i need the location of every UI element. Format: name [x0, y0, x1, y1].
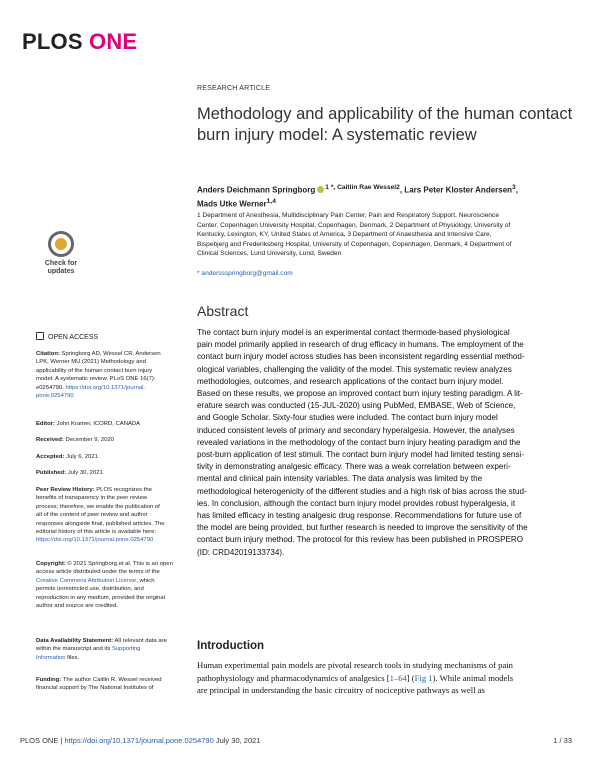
citation-doi-link[interactable]: pone.0254790: [36, 393, 74, 400]
citation-block: [36, 350, 188, 400]
abstract-line: post-burn application of test stimuli. The contact burn injury model had limited testing sensi-: [197, 450, 524, 460]
check-updates-label: [34, 260, 88, 276]
intro-line: are principal in understanding the basic circuitry of nociceptive pathways as well as: [197, 685, 485, 696]
received-label: Received:: [36, 437, 64, 443]
page-footer: [20, 736, 572, 745]
author-affil: 2: [396, 184, 400, 191]
introduction-heading: Introduction: [197, 640, 265, 652]
peer-review-text: responses alongside final, published articles. The: [36, 520, 165, 527]
abstract-line: ological variables, challenging the validity of the model. This systematic review analyzes: [197, 364, 512, 374]
figure-link[interactable]: Fig 1: [414, 672, 433, 683]
peer-review-text: PLOS recognizes the: [94, 487, 152, 493]
author-name[interactable]: Mads Utke Werner: [197, 199, 267, 209]
editor-value: John Kramer, ICORD, CANADA: [54, 421, 141, 427]
peer-review-text: editorial history of this article is available here:: [36, 529, 157, 536]
citation-text: applicability of the human contact burn injury: [36, 367, 153, 374]
citation-text: LPK, Werner MU (2021) Methodology and: [36, 359, 146, 366]
received-line: [36, 436, 188, 444]
abstract-line: pain model primarily applied in research of drug efficacy in humans. The employment of the: [197, 340, 524, 350]
intro-line: [197, 672, 580, 685]
copyright-block: [36, 560, 188, 610]
copyright-text: © 2021 Springborg et al. This is an open: [65, 561, 173, 567]
supporting-info-link[interactable]: Supporting: [111, 646, 141, 653]
published-label: Published:: [36, 470, 67, 476]
published-date: July 30, 2021: [66, 470, 103, 476]
affiliation-line: Clinical Sciences, Lund University, Lund, Sweden: [197, 250, 342, 258]
published-line: [36, 469, 188, 477]
author-affil: 1 *, Caitlin Rae Wessel: [325, 184, 397, 191]
supporting-info-link[interactable]: Information: [36, 654, 66, 661]
abstract-line: and Google Scholar. Sixty-four studies were included. The contact burn injury model: [197, 413, 498, 423]
abstract-line: methodologies, outcomes, and research applications of the contact burn injury model.: [197, 376, 504, 386]
abstract-line: tivity in demonstrating analgesic efficacy. There was a weak correlation between experi-: [197, 462, 511, 472]
footer-date: July 30, 2021: [213, 736, 261, 745]
abstract-line: mental and clinical pain intensity variables. The data analysis was limited by the: [197, 474, 483, 484]
copyright-text: access article distributed under the terms of the: [36, 569, 160, 576]
affiliation-line: Kentucky, Lexington, KY, United States of America, 3 Department of Anaesthesia and Intensive Care,: [197, 231, 492, 239]
abstract-text: [197, 327, 580, 559]
citation-text: Springborg AD, Wessel CR, Andersen: [59, 351, 161, 357]
abstract-heading: Abstract: [197, 303, 249, 319]
abstract-line: (ID: CRD42019133734).: [197, 547, 285, 557]
journal-logo-plos: PLOS: [22, 29, 83, 54]
citation-text: model: A systematic review. PLoS ONE 16(7):: [36, 376, 156, 383]
open-lock-icon: [36, 332, 44, 340]
affiliations: [197, 211, 580, 259]
corresponding-email[interactable]: * anderssspringborg@gmail.com: [197, 270, 293, 277]
abstract-line: has limited efficacy in testing analgesic drug response. Recommendations for future use of: [197, 511, 522, 521]
accepted-label: Accepted:: [36, 454, 65, 460]
footer-journal: PLOS ONE |: [20, 736, 65, 745]
journal-logo[interactable]: [22, 29, 137, 55]
data-availability: [36, 637, 188, 662]
author-list: [197, 182, 580, 209]
abstract-line: revealed variations in the methodology of the contact burn injury heating paradigm and the: [197, 437, 521, 447]
author-name[interactable]: , Lars Peter Kloster Andersen: [399, 185, 513, 195]
funding-block: [36, 676, 188, 693]
check-updates-icon: [48, 231, 74, 257]
article-type: RESEARCH ARTICLE: [197, 85, 271, 92]
open-access-label: OPEN ACCESS: [48, 334, 99, 341]
affiliation-line: Bispebjerg and Frederiksberg Hospital, University of Copenhagen, Copenhagen, Denmark, 4 Department of: [197, 240, 512, 248]
funding-text: financial support by The National Institutes of: [36, 685, 154, 692]
abstract-line: contact burn injury method. The protocol for this review has been published in PROSPERO: [197, 535, 524, 545]
author-name[interactable]: Anders Deichmann Springborg: [197, 185, 316, 195]
copyright-text: permits unrestricted use, distribution, and: [36, 586, 144, 593]
check-for-updates-badge[interactable]: [34, 231, 88, 289]
copyright-label: Copyright:: [36, 561, 66, 567]
copyright-text: reproduction in any medium, provided the original: [36, 594, 166, 601]
author-affil: 1,4: [266, 197, 276, 205]
page-number: 1 / 33: [553, 736, 572, 745]
citation-doi-link[interactable]: https://doi.org/10.1371/journal.: [65, 384, 146, 391]
data-availability-text: within the manuscript and its: [36, 646, 112, 653]
peer-review-text: process; therefore, we enable the publication of: [36, 503, 160, 510]
open-access-badge: [36, 331, 98, 341]
copyright-text: author and source are credited.: [36, 603, 118, 610]
data-availability-label: Data Availability Statement:: [36, 638, 114, 644]
intro-text-segment: ] (: [406, 672, 415, 683]
license-link[interactable]: Creative Commons Attribution License: [36, 577, 137, 584]
intro-text-segment: ). While animal models: [432, 672, 514, 683]
peer-review-link[interactable]: https://doi.org/10.1371/journal.pone.0254790: [36, 537, 154, 544]
editor-label: Editor:: [36, 421, 55, 427]
affiliation-line: Center, Copenhagen University Hospital, Copenhagen, Denmark, 2 Department of Physiology, University of: [197, 221, 511, 229]
citation-text: e0254790.: [36, 384, 66, 391]
abstract-line: erature search was conducted (15-JUL-2020) using PubMed, EMBASE, Web of Science,: [197, 401, 516, 411]
data-availability-text: All relevant data are: [113, 638, 167, 644]
data-availability-text: files.: [65, 654, 80, 661]
abstract-line: induced consistent levels of primary and secondary hyperalgesia. However, the analyses: [197, 425, 515, 435]
abstract-line: contact burn injury model across studies has been inconsistent regarding essential method-: [197, 352, 525, 362]
reference-link[interactable]: 1–64: [389, 672, 407, 683]
peer-review-text: all of the content of peer review and author: [36, 512, 148, 519]
abstract-line: Based on these results, we propose an improved contact burn injury testing paradigm. A lit-: [197, 389, 523, 399]
editor-line: [36, 420, 188, 428]
intro-text-segment: pathophysiology and pharmacodynamics of analgesics [: [197, 672, 390, 683]
accepted-line: [36, 453, 188, 461]
abstract-line: ies. In conclusion, although the contact burn injury model provides robust hyperalgesia, it: [197, 498, 516, 508]
peer-review-text: benefits of transparency in the peer review: [36, 495, 148, 502]
accepted-date: July 6, 2021: [64, 454, 98, 460]
journal-logo-one: ONE: [89, 29, 138, 54]
orcid-icon[interactable]: [317, 186, 324, 193]
funding-text: The author Caitlin R. Wessel received: [61, 677, 162, 683]
intro-line: Human experimental pain models are pivotal research tools in studying mechanisms of pain: [197, 660, 513, 670]
affiliation-line: 1 Department of Anesthesia, Multidisciplinary Pain Center, Pain and Respiratory Support, Neuroscience: [197, 212, 500, 219]
author-affil: 3: [512, 184, 516, 191]
check-updates-line: updates: [47, 268, 75, 275]
abstract-line: the model are being provided, but further research is needed to improve the sensitivity of the: [197, 523, 528, 533]
peer-review-label: Peer Review History:: [36, 487, 95, 493]
received-date: December 9, 2020: [63, 437, 114, 443]
citation-label: Citation:: [36, 351, 60, 357]
abstract-line: methodological heterogenicity of the different studies and a high risk of bias across the stud-: [197, 486, 527, 496]
footer-doi-link[interactable]: https://doi.org/10.1371/journal.pone.0254790: [64, 736, 214, 745]
article-title: Methodology and applicability of the human contact burn injury model: A systematic review: [197, 105, 573, 144]
copyright-text: , which: [136, 577, 155, 584]
introduction-text: [197, 659, 580, 697]
abstract-line: The contact burn injury model is an experimental contact thermode-based physiological: [197, 328, 510, 337]
check-updates-line: Check for: [44, 260, 78, 267]
funding-label: Funding:: [36, 677, 62, 683]
author-separator: ,: [515, 185, 518, 195]
peer-review-history: [36, 486, 188, 545]
